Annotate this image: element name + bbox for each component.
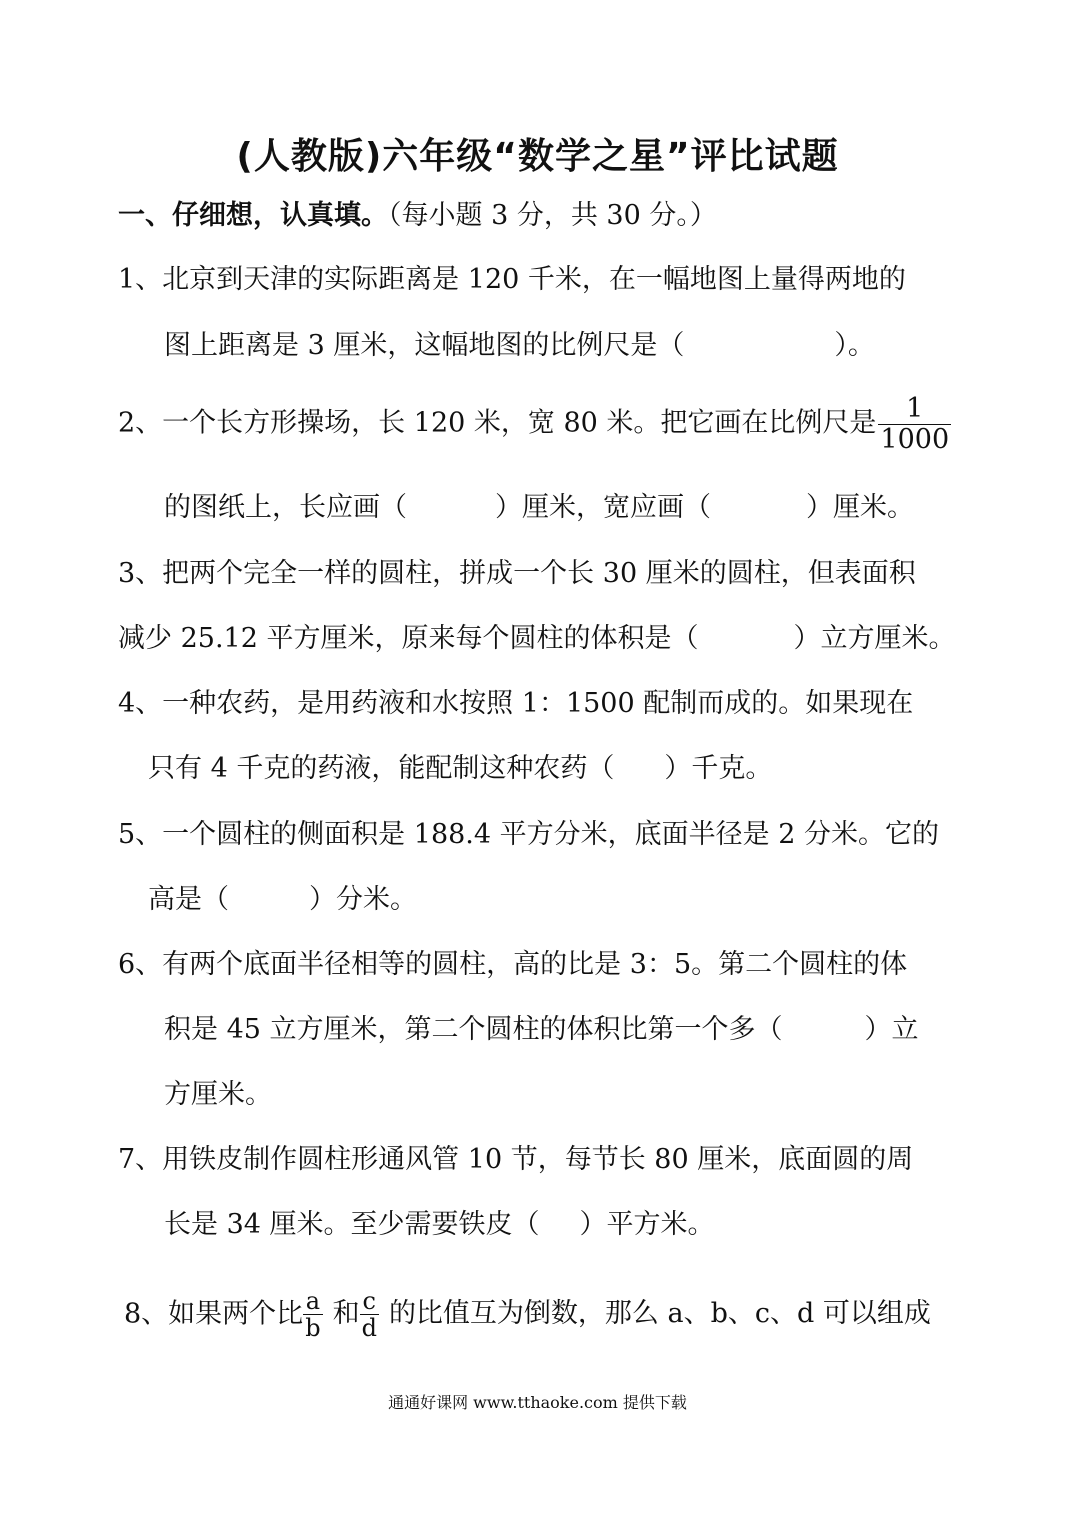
q8-text-prefix: 8、如果两个比 xyxy=(124,1298,304,1330)
question-6-line-1: 6、有两个底面半径相等的圆柱，高的比是 3：5。第二个圆柱的体 xyxy=(118,949,908,980)
question-4-line-1: 4、一种农药，是用药液和水按照 1：1500 配制而成的。如果现在 xyxy=(118,688,914,719)
question-2-line-1 xyxy=(118,394,951,454)
q1-text: 图上距离是 3 厘米，这幅地图的比例尺是（ xyxy=(164,330,685,361)
q2-text-a: 的图纸上，长应画（ xyxy=(164,492,407,523)
question-7-line-1: 7、用铁皮制作圆柱形通风管 10 节，每节长 80 厘米，底面圆的周 xyxy=(118,1144,914,1175)
page-title: (人教版)六年级“数学之星”评比试题 xyxy=(236,136,839,177)
q3-text-end: ）立方厘米。 xyxy=(793,623,956,654)
fraction-numerator: a xyxy=(305,1287,321,1315)
q2-text-b: ）厘米，宽应画（ xyxy=(495,492,711,523)
q7-text-end: ）平方米。 xyxy=(579,1209,715,1240)
question-2-line-2 xyxy=(164,490,914,526)
q2-text: 2、一个长方形操场，长 120 米，宽 80 米。把它画在比例尺是 xyxy=(118,407,877,439)
question-6-line-2 xyxy=(164,1012,919,1048)
q5-text-end: ）分米。 xyxy=(309,884,417,915)
question-3-line-1: 3、把两个完全一样的圆柱，拼成一个长 30 厘米的圆柱，但表面积 xyxy=(118,558,916,589)
section-title: 一、仔细想，认真填。 xyxy=(118,200,388,231)
q3-text: 减少 25.12 平方厘米，原来每个圆柱的体积是（ xyxy=(118,623,699,654)
page-footer: 通通好课网 www.tthaoke.com 提供下载 xyxy=(388,1393,687,1412)
fraction-denominator: 1000 xyxy=(880,423,950,455)
q2-text-c: ）厘米。 xyxy=(806,492,914,523)
question-5-line-2 xyxy=(148,882,417,918)
q8-text-suffix: 的比值互为倒数，那么 a、b、c、d 可以组成 xyxy=(388,1298,931,1330)
scale-fraction xyxy=(878,394,951,454)
question-4-line-2 xyxy=(148,751,772,787)
q4-text: 只有 4 千克的药液，能配制这种农药（ xyxy=(148,753,615,784)
fraction-numerator: 1 xyxy=(906,393,924,424)
question-3-line-2 xyxy=(118,621,955,657)
question-1-line-2 xyxy=(164,328,875,364)
section-note: （每小题 3 分，共 30 分。） xyxy=(388,200,717,231)
q7-text: 长是 34 厘米。至少需要铁皮（ xyxy=(164,1209,540,1240)
question-8-line-1 xyxy=(124,1288,931,1342)
question-1-line-1: 1、北京到天津的实际距离是 120 千米，在一幅地图上量得两地的 xyxy=(118,264,906,295)
q8-text-and: 和 xyxy=(332,1298,360,1330)
q1-text-end: ）。 xyxy=(834,330,875,361)
question-6-line-3: 方厘米。 xyxy=(164,1079,272,1110)
q6-text-b: ）立 xyxy=(864,1014,919,1045)
ratio-fraction-cd xyxy=(360,1288,379,1342)
q6-text: 积是 45 立方厘米，第二个圆柱的体积比第一个多（ xyxy=(164,1014,783,1045)
q4-text-end: ）千克。 xyxy=(664,753,773,784)
question-7-line-2 xyxy=(164,1207,715,1243)
q5-text: 高是（ xyxy=(148,884,229,915)
section-heading xyxy=(118,198,717,234)
fraction-denominator: b xyxy=(305,1314,321,1343)
question-5-line-1: 5、一个圆柱的侧面积是 188.4 平方分米，底面半径是 2 分米。它的 xyxy=(118,819,939,850)
ratio-fraction-ab xyxy=(303,1288,322,1342)
fraction-denominator: d xyxy=(361,1314,377,1343)
fraction-numerator: c xyxy=(362,1287,376,1315)
